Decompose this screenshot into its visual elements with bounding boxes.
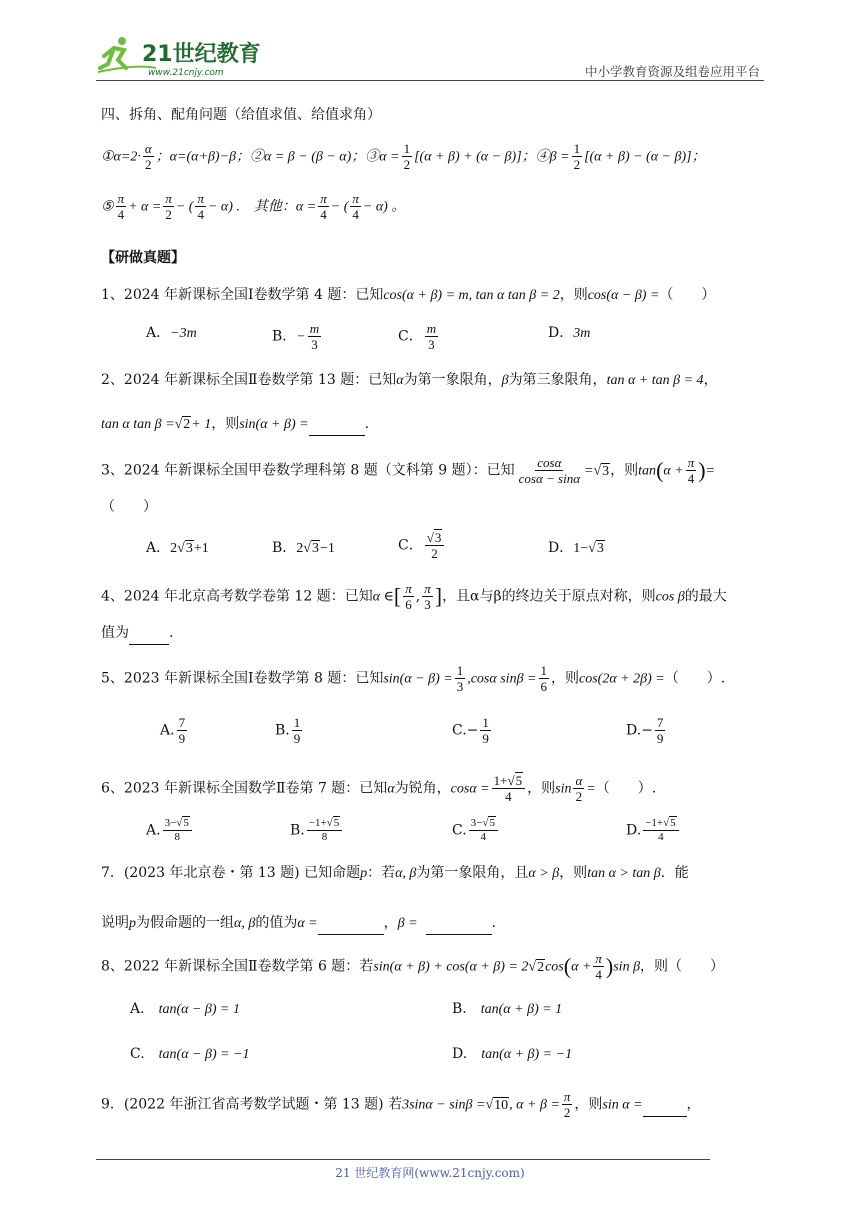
q7-beta-blank[interactable] [426, 912, 492, 935]
logo-text: 21世纪教育 [142, 42, 261, 67]
q3-option-c[interactable]: C． $\frac{√3}{2}$ [398, 531, 446, 560]
q3-option-a[interactable]: A．2√3+1 [146, 540, 209, 556]
q5-option-d[interactable]: D.− $\frac{7}{9}$ [626, 715, 664, 746]
q9-answer-blank[interactable] [643, 1094, 687, 1117]
header-divider [96, 80, 764, 81]
q6-option-b[interactable]: B. $\frac{-1+√5}{8}$ [290, 818, 344, 843]
q2-stem-line1: 2、2024 年新课标全国Ⅱ卷数学第 13 题：已知α为第一象限角，β为第三象限角，tan α + tan β = 4， [101, 372, 718, 388]
q9-stem: 9．(2022 年浙江省高考数学试题・第 13 题) 若3sinα − sinβ =√10, α + β = $\frac{\pi}{2}$ ，则sin α = ， [101, 1089, 701, 1120]
q8-option-a[interactable]: A. tan(α − β) = 1 [130, 1001, 240, 1017]
research-title: 【研做真题】 [101, 250, 185, 266]
q2-answer-blank[interactable] [309, 413, 365, 436]
q8-option-c[interactable]: C. tan(α − β) = −1 [130, 1046, 250, 1062]
q1-option-d[interactable]: D．3m [548, 325, 591, 341]
q6-option-d[interactable]: D. $\frac{-1+√5}{4}$ [626, 818, 681, 843]
q8-option-b[interactable]: B. tan(α + β) = 1 [452, 1001, 563, 1017]
q5-stem: 5、2023 年新课标全国Ⅰ卷数学第 8 题：已知sin(α − β) = $\frac{1}{3}$ ,cosα sinβ = $\frac{1}{6}$ ，则cos(2α + 2β) =（ ）. [101, 663, 726, 694]
q1-option-a[interactable]: A．−3m [146, 325, 197, 341]
footer-divider [96, 1159, 710, 1160]
q1-option-c[interactable]: C． $\frac{m}{3}$ [398, 321, 437, 352]
q6-stem: 6、2023 年新课标全国数学Ⅱ卷第 7 题：已知α为锐角，cosα = $\frac{1+√5}{4}$ ，则sin $\frac{\alpha}{2}$ =（ ）. [101, 773, 657, 804]
q3-stem: 3、2024 年新课标全国甲卷数学理科第 8 题（文科第 9 题）：已知 $\frac{\cos\alpha}{\cos\alpha - \sin\alpha}$ =√3，则tan(α + $\frac{\pi}{4}$ )= [101, 455, 715, 486]
q6-option-c[interactable]: C. $\frac{3-√5}{4}$ [452, 818, 500, 843]
section4-line1: ①α=2· $\frac{\alpha}{2}$ ；α=(α+β)−β；②α = β − (β − α)；③α = $\frac{1}{2}$ [(α + β) + (α − β)]；④β = $\frac{1}{2}$ [(α + β) − (α − β)]； [101, 141, 706, 172]
q5-option-c[interactable]: C.− $\frac{1}{9}$ [452, 715, 489, 746]
logo-url: www.21cnjy.com [148, 68, 224, 78]
q3-bracket: （ ） [101, 499, 157, 515]
q4-answer-blank[interactable] [129, 622, 169, 645]
q4-stem-line1: 4、2024 年北京高考数学卷第 12 题：已知α ∈[ $\frac{\pi}{6}$ , $\frac{\pi}{3}$ ]，且α与β的终边关于原点对称，则cos β的最大 [101, 581, 727, 612]
q8-stem: 8、2022 年新课标全国Ⅱ卷数学第 6 题：若sin(α + β) + cos(α + β) = 2√2cos(α + $\frac{\pi}{4}$ )sin β，则（ ） [101, 951, 725, 982]
q7-stem-line2: 说明p为假命题的一组α, β的值为α = ，β = . [101, 912, 768, 935]
section4-line2: ⑤ $\frac{\pi}{4}$ + α = $\frac{\pi}{2}$ − ( $\frac{\pi}{4}$ − α) . 其他：α = $\frac{\pi}{4}$ − ( $\frac{\pi}{4}$ − α) 。 [101, 191, 406, 222]
q7-stem-line1: 7．(2023 年北京卷・第 13 题) 已知命题p：若α, β为第一象限角，且α > β，则tan α > tan β．能 [101, 865, 689, 881]
q1-option-b[interactable]: B．− $\frac{m}{3}$ [272, 321, 320, 352]
q3-option-b[interactable]: B．2√3−1 [272, 540, 335, 556]
section4-title: 四、拆角、配角问题（给值求值、给值求角） [101, 107, 381, 123]
logo [96, 34, 266, 78]
q1-stem: 1、2024 年新课标全国Ⅰ卷数学第 4 题：已知cos(α + β) = m, tan α tan β = 2，则cos(α − β) =（ ） [101, 287, 716, 303]
q2-stem-line2: tan α tan β =√2+ 1，则sin(α + β) = . [101, 413, 768, 436]
q4-stem-line2: 值为 . [101, 622, 768, 645]
header-platform-text: 中小学教育资源及组卷应用平台 [584, 64, 760, 79]
footer-text: 21 世纪教育网(www.21cnjy.com) [335, 1166, 525, 1180]
q3-option-d[interactable]: D．1−√3 [548, 540, 604, 556]
q8-option-d[interactable]: D. tan(α + β) = −1 [452, 1046, 573, 1062]
q7-alpha-blank[interactable] [318, 912, 384, 935]
q5-option-b[interactable]: B. $\frac{1}{9}$ [275, 715, 301, 746]
q5-option-a[interactable]: A. $\frac{7}{9}$ [160, 715, 186, 746]
q6-option-a[interactable]: A. $\frac{3-√5}{8}$ [146, 818, 194, 843]
